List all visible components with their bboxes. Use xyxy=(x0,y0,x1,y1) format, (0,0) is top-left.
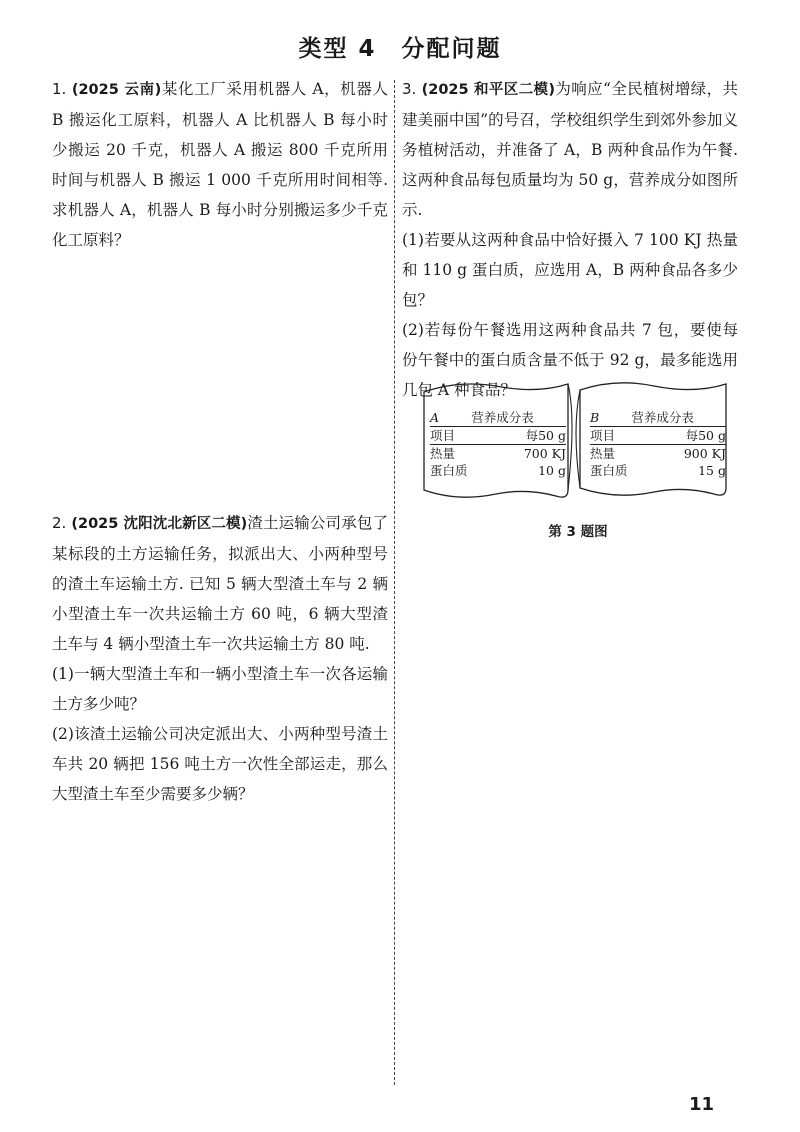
problem-3-part-2: (2)若每份午餐选用这两种食品共 7 包，要使每份午餐中的蛋白质含量不低于 92 g，最多能选用几包 A 种食品？ xyxy=(402,321,738,399)
nutrition-figure xyxy=(418,378,736,506)
problem-source: (2025 沈阳沈北新区二模) xyxy=(71,516,248,532)
table-header xyxy=(590,409,726,427)
problem-number: 3. xyxy=(402,80,417,98)
row-item: 蛋白质 xyxy=(590,463,628,478)
problem-2-part-2: (2)该渣土运输公司决定派出大、小两种型号渣土车共 20 辆把 156 吨土方一次性全部运走，那么大型渣土车至少需要多少辆？ xyxy=(52,725,388,803)
row-value: 10 g xyxy=(538,463,566,478)
table-title: 营养成分表 xyxy=(631,410,694,425)
nutrition-table-a xyxy=(430,409,566,479)
table-row xyxy=(590,462,726,479)
table-letter: A xyxy=(430,410,440,425)
row-value: 700 KJ xyxy=(523,446,566,461)
problem-2 xyxy=(52,508,388,809)
problem-number: 1. xyxy=(52,80,67,98)
row-item: 热量 xyxy=(430,446,456,461)
column-label-per: 每50 g xyxy=(685,428,726,443)
figure-caption: 第 3 题图 xyxy=(548,524,608,540)
problem-text: 某化工厂采用机器人 A，机器人 B 搬运化工原料，机器人 A 比机器人 B 每小时少搬运 20 千克，机器人 A 搬运 800 千克所用时间与机器人 B 搬运 1 000 千克所用时间相等. 求机器人 A，机器人 B 每小时分别搬运多少千克化工原料？ xyxy=(52,80,388,249)
problem-text: 为响应“全民植树增绿，共建美丽中国”的号召，学校组织学生到郊外参加义务植树活动，并准备了 A，B 两种食品作为午餐. 这两种食品每包质量均为 50 g，营养成分如图所示. xyxy=(402,80,738,219)
table-letter: B xyxy=(590,410,600,425)
table-row xyxy=(430,445,566,462)
row-item: 热量 xyxy=(590,446,616,461)
row-value: 900 KJ xyxy=(683,446,726,461)
page-number: 11 xyxy=(688,1094,714,1115)
problem-3-body xyxy=(402,74,738,225)
problem-source: (2025 和平区二模) xyxy=(421,82,556,98)
column-label-per: 每50 g xyxy=(525,428,566,443)
problem-1-body xyxy=(52,74,388,255)
table-title: 营养成分表 xyxy=(471,410,534,425)
table-subheader xyxy=(430,427,566,445)
problem-2-body xyxy=(52,508,388,659)
table-row xyxy=(430,462,566,479)
column-divider xyxy=(394,80,395,1085)
column-label-item: 项目 xyxy=(430,428,456,443)
table-row xyxy=(590,445,726,462)
column-label-item: 项目 xyxy=(590,428,616,443)
row-item: 蛋白质 xyxy=(430,463,468,478)
problem-1 xyxy=(52,74,388,255)
table-subheader xyxy=(590,427,726,445)
problem-2-part-1: (1)一辆大型渣土车和一辆小型渣土车一次各运输土方多少吨？ xyxy=(52,665,388,713)
problem-number: 2. xyxy=(52,514,67,532)
table-header xyxy=(430,409,566,427)
nutrition-table-b xyxy=(590,409,726,479)
problem-source: (2025 云南) xyxy=(71,82,162,98)
row-value: 15 g xyxy=(698,463,726,478)
problem-3 xyxy=(402,74,738,405)
problem-text: 渣土运输公司承包了某标段的土方运输任务，拟派出大、小两种型号的渣土车运输土方. 已知 5 辆大型渣土车与 2 辆小型渣土车一次共运输土方 60 吨，6 辆大型渣土车与 4 辆小型渣土车一次共运输土方 80 吨. xyxy=(52,514,388,653)
page-title: 类型 4 分配问题 xyxy=(298,36,502,62)
problem-3-part-1: (1)若要从这两种食品中恰好摄入 7 100 KJ 热量和 110 g 蛋白质，应选用 A，B 两种食品各多少包？ xyxy=(402,231,738,309)
